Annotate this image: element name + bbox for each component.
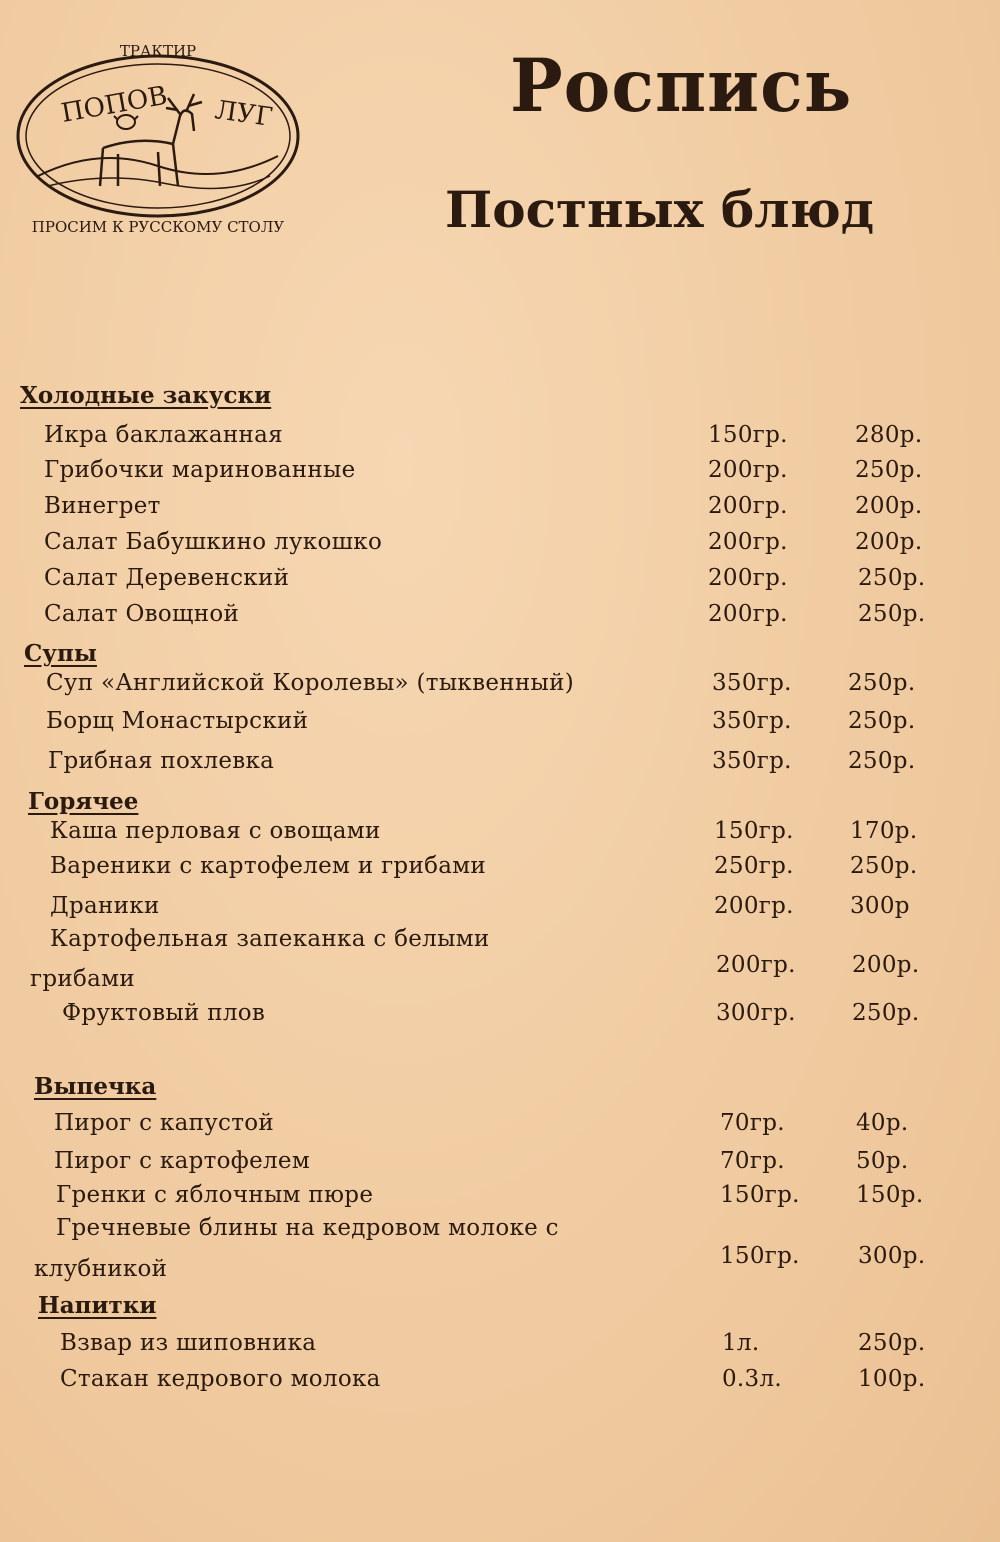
menu-item-price: 170р. <box>850 818 918 844</box>
menu-item-weight: 0.3л. <box>722 1366 782 1392</box>
menu-item-weight: 200гр. <box>716 952 796 978</box>
menu-item-price: 100р. <box>858 1366 926 1392</box>
menu-item-name: Пирог с картофелем <box>54 1148 311 1174</box>
menu-item-name: Фруктовый плов <box>62 1000 266 1026</box>
menu-item-weight: 70гр. <box>720 1110 785 1136</box>
menu-item-name: Стакан кедрового молока <box>60 1366 381 1392</box>
page-title: Роспись <box>510 41 853 130</box>
menu-item-name: Суп «Английской Королевы» (тыквенный) <box>46 670 575 696</box>
menu-item-price: 250р. <box>858 565 926 591</box>
menu-item-price: 250р. <box>848 670 916 696</box>
menu-item-weight: 200гр. <box>708 529 788 555</box>
menu-item-weight: 200гр. <box>708 457 788 483</box>
menu-item-name: Вареники с картофелем и грибами <box>50 853 487 879</box>
section-heading: Напитки <box>38 1292 157 1319</box>
menu-item-price: 250р. <box>855 457 923 483</box>
menu-item-name: Салат Деревенский <box>44 565 290 591</box>
menu-item-weight: 150гр. <box>708 422 788 448</box>
section-heading: Холодные закуски <box>20 382 272 409</box>
menu-item-name: Салат Овощной <box>44 601 240 627</box>
menu-item-name: Взвар из шиповника <box>60 1330 317 1356</box>
section-heading: Выпечка <box>34 1073 157 1100</box>
menu-item-price: 40р. <box>856 1110 909 1136</box>
menu-item-weight: 150гр. <box>714 818 794 844</box>
menu-item-price: 250р. <box>852 1000 920 1026</box>
menu-item-weight: 350гр. <box>712 670 792 696</box>
menu-item-name: Пирог с капустой <box>54 1110 275 1136</box>
menu-item-name: Салат Бабушкино лукошко <box>44 529 383 555</box>
menu-item-weight: 300гр. <box>716 1000 796 1026</box>
menu-item-weight: 350гр. <box>712 708 792 734</box>
menu-item-name: Грибочки маринованные <box>44 457 356 483</box>
menu-item-price: 300р <box>850 893 910 919</box>
menu-item-weight: 150гр. <box>720 1182 800 1208</box>
menu-item-name-continued: клубникой <box>34 1256 168 1282</box>
menu-item-name: Картофельная запеканка с белыми <box>50 926 490 952</box>
menu-item-weight: 200гр. <box>708 493 788 519</box>
menu-item-name: Гречневые блины на кедровом молоке с <box>56 1215 559 1241</box>
menu-item-weight: 1л. <box>722 1330 760 1356</box>
menu-item-price: 200р. <box>855 493 923 519</box>
menu-item-name: Драники <box>50 893 160 919</box>
logo-name-right: ЛУГ <box>213 95 275 133</box>
menu-item-price: 200р. <box>852 952 920 978</box>
logo-bottom-text: ПРОСИМ К РУССКОМУ СТОЛУ <box>31 218 285 236</box>
menu-item-price: 250р. <box>850 853 918 879</box>
menu-item-price: 50р. <box>856 1148 909 1174</box>
page-subtitle: Постных блюд <box>445 180 875 239</box>
menu-item-price: 250р. <box>858 1330 926 1356</box>
menu-item-price: 250р. <box>858 601 926 627</box>
menu-item-weight: 70гр. <box>720 1148 785 1174</box>
menu-item-weight: 150гр. <box>720 1243 800 1269</box>
menu-item-price: 280р. <box>855 422 923 448</box>
section-heading: Горячее <box>28 788 139 815</box>
menu-item-weight: 350гр. <box>712 748 792 774</box>
menu-item-weight: 200гр. <box>708 565 788 591</box>
menu-item-weight: 200гр. <box>714 893 794 919</box>
menu-item-price: 200р. <box>855 529 923 555</box>
menu-item-name: Винегрет <box>44 493 161 519</box>
logo-name-left: ПОПОВ <box>59 80 170 129</box>
menu-item-price: 150р. <box>856 1182 924 1208</box>
menu-item-name-continued: грибами <box>30 966 135 992</box>
menu-item-price: 300р. <box>858 1243 926 1269</box>
logo-top-text: ТРАКТИР <box>119 42 197 60</box>
menu-item-name: Грибная похлевка <box>48 748 275 774</box>
menu-item-price: 250р. <box>848 748 916 774</box>
section-heading: Супы <box>24 640 97 667</box>
menu-item-name: Гренки с яблочным пюре <box>56 1182 374 1208</box>
menu-item-price: 250р. <box>848 708 916 734</box>
menu-item-name: Икра баклажанная <box>44 422 283 448</box>
menu-item-name: Каша перловая с овощами <box>50 818 381 844</box>
menu-item-name: Борщ Монастырский <box>46 708 309 734</box>
menu-item-weight: 250гр. <box>714 853 794 879</box>
menu-item-weight: 200гр. <box>708 601 788 627</box>
